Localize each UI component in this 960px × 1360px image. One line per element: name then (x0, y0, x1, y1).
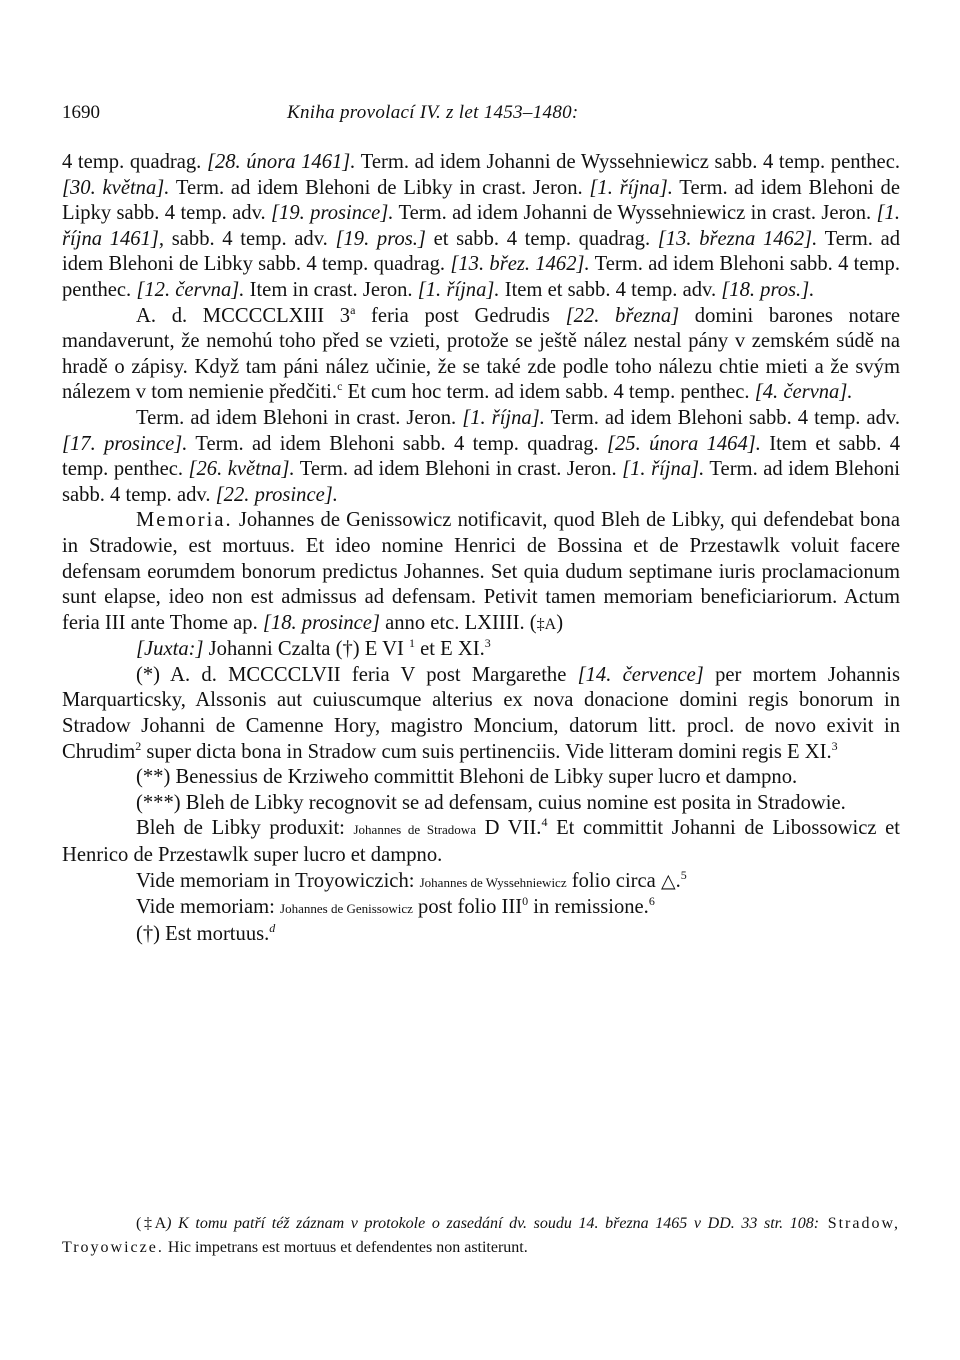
memoria-label: Memoria. (136, 509, 233, 532)
running-title: Kniha provolací IV. z let 1453–1480: (287, 102, 579, 123)
paragraph-1457: (*) A. d. MCCCCLVII feria V post Margarethe [14. července] per mortem Johannis Marquarticsky, Alssonis aut cuiuscumque alterius ex nova donacione domini regis bonorum in Stradow Johanni de Camenne Hory, magistro Moncium, datorum litt. procl. de novo exivit in Chrudim$^2$ super dicta bona in Stradow cum suis pertinenciis. Vide litteram domini regis E XI.$^3$ (62, 663, 901, 763)
paragraph-terms-1: 4 temp. quadrag. [28. února 1461]. Term. ad idem Johanni de Wyssehniewicz sabb. 4 temp. penthec. [30. května]. Term. ad idem Blehoni de Libky in crast. Jeron. [1. října]. Term. ad idem Blehoni de Lipky sabb. 4 temp. adv. [19. prosince]. Term. ad idem Johanni de Wyssehniewicz in crast. Jeron. [1. října 1461], sabb. 4 temp. adv. [19. pros.] et sabb. 4 temp. quadrag. [13. března 1462]. Term. ad idem Blehoni de Libky sabb. 4 temp. quadrag. [13. břez. 1462]. Term. ad idem Blehoni sabb. 4 temp. penthec. [12. června]. Item in crast. Jeron. [1. října]. Item et sabb. 4 temp. adv. [18. pros.]. (62, 151, 901, 301)
footnote-marker: ‡A (536, 615, 557, 633)
page-number: 1690 (62, 102, 100, 123)
paragraph-juxta: [Juxta:] Johanni Czalta (†) E VI $^1$ et E XI.$^3$ (136, 636, 491, 661)
paragraph-memoria: Memoria. Johannes de Genissowicz notificavit, quod Bleh de Libky, qui defendebat bona in Stradowie, est mortuus. Et ideo nomine Henrici de Bossina et de Przestawlk voluit facere defensam eorumdem bonorum predictus Johannes. Set quia dudum septimane iuris proclamacionum sunt elapse, ideo non est admissus ad defensam. Petivit tamen memoriam beneficiariorum. Actum feria III ante Thome ap. [18. prosince] anno etc. LXIIII. (‡A) (62, 509, 900, 634)
paragraph-bleh-produxit: Bleh de Libky produxit: Johannes de Stradowa D VII.$^4$ Et committit Johanni de Libossowicz et Henrico de Przestawlk super lucro et dampno. (62, 815, 900, 867)
footnote-marker: ‡A (141, 1215, 167, 1232)
footnote: (‡A) K tomu patří též záznam v protokole o zasedání dv. soudu 14. března 1465 v DD. 33 str. 108: Stradow, Troyowicze. Hic impetrans est mortuus et defendentes non astiterunt. (62, 1215, 900, 1256)
main-text (62, 150, 900, 947)
paragraph-1463-note: A. d. MCCCCLXIII 3$^a$ feria post Gedrudis [22. března] domini barones notare mandaverunt, že nemohú toho před se vzieti, protože se ještě nález nestal pány v zemském súdě na hradě o zápisy. Když tam páni nález učinie, že se také zde podle toho nálezu chtie mieti a že svým nálezem v tom nemienie předčiti.$^c$ Et cum hoc term. ad idem sabb. 4 temp. penthec. [4. června]. (62, 302, 901, 404)
paragraph-vide-troyowiczich: Vide memoriam in Troyowiczich: Johannes de Wyssehniewicz folio circa △.$^5$ (136, 867, 687, 892)
paragraph-terms-2: Term. ad idem Blehoni in crast. Jeron. [1. října]. Term. ad idem Blehoni sabb. 4 temp. adv. [17. prosince]. Term. ad idem Blehoni sabb. 4 temp. quadrag. [25. února 1464]. Item et sabb. 4 temp. penthec. [26. května]. Term. ad idem Blehoni in crast. Jeron. [1. října]. Term. ad idem Blehoni sabb. 4 temp. adv. [22. prosince]. (62, 406, 901, 506)
triangle-icon: △ (660, 870, 676, 892)
page-header (62, 102, 900, 128)
paragraph-bleh-recognovit: (***) Bleh de Libky recognovit se ad defensam, cuius nomine est posita in Stradowie. (136, 791, 846, 814)
paragraph-vide-memoriam: Vide memoriam: Johannes de Genissowicz post folio III$^0$ in remissione.$^6$ (136, 894, 655, 919)
paragraph-benessius: (**) Benessius de Krziweho committit Blehoni de Libky super lucro et dampno. (136, 766, 798, 789)
paragraph-mortuus: (†) Est mortuus.$^d$ (136, 920, 276, 945)
